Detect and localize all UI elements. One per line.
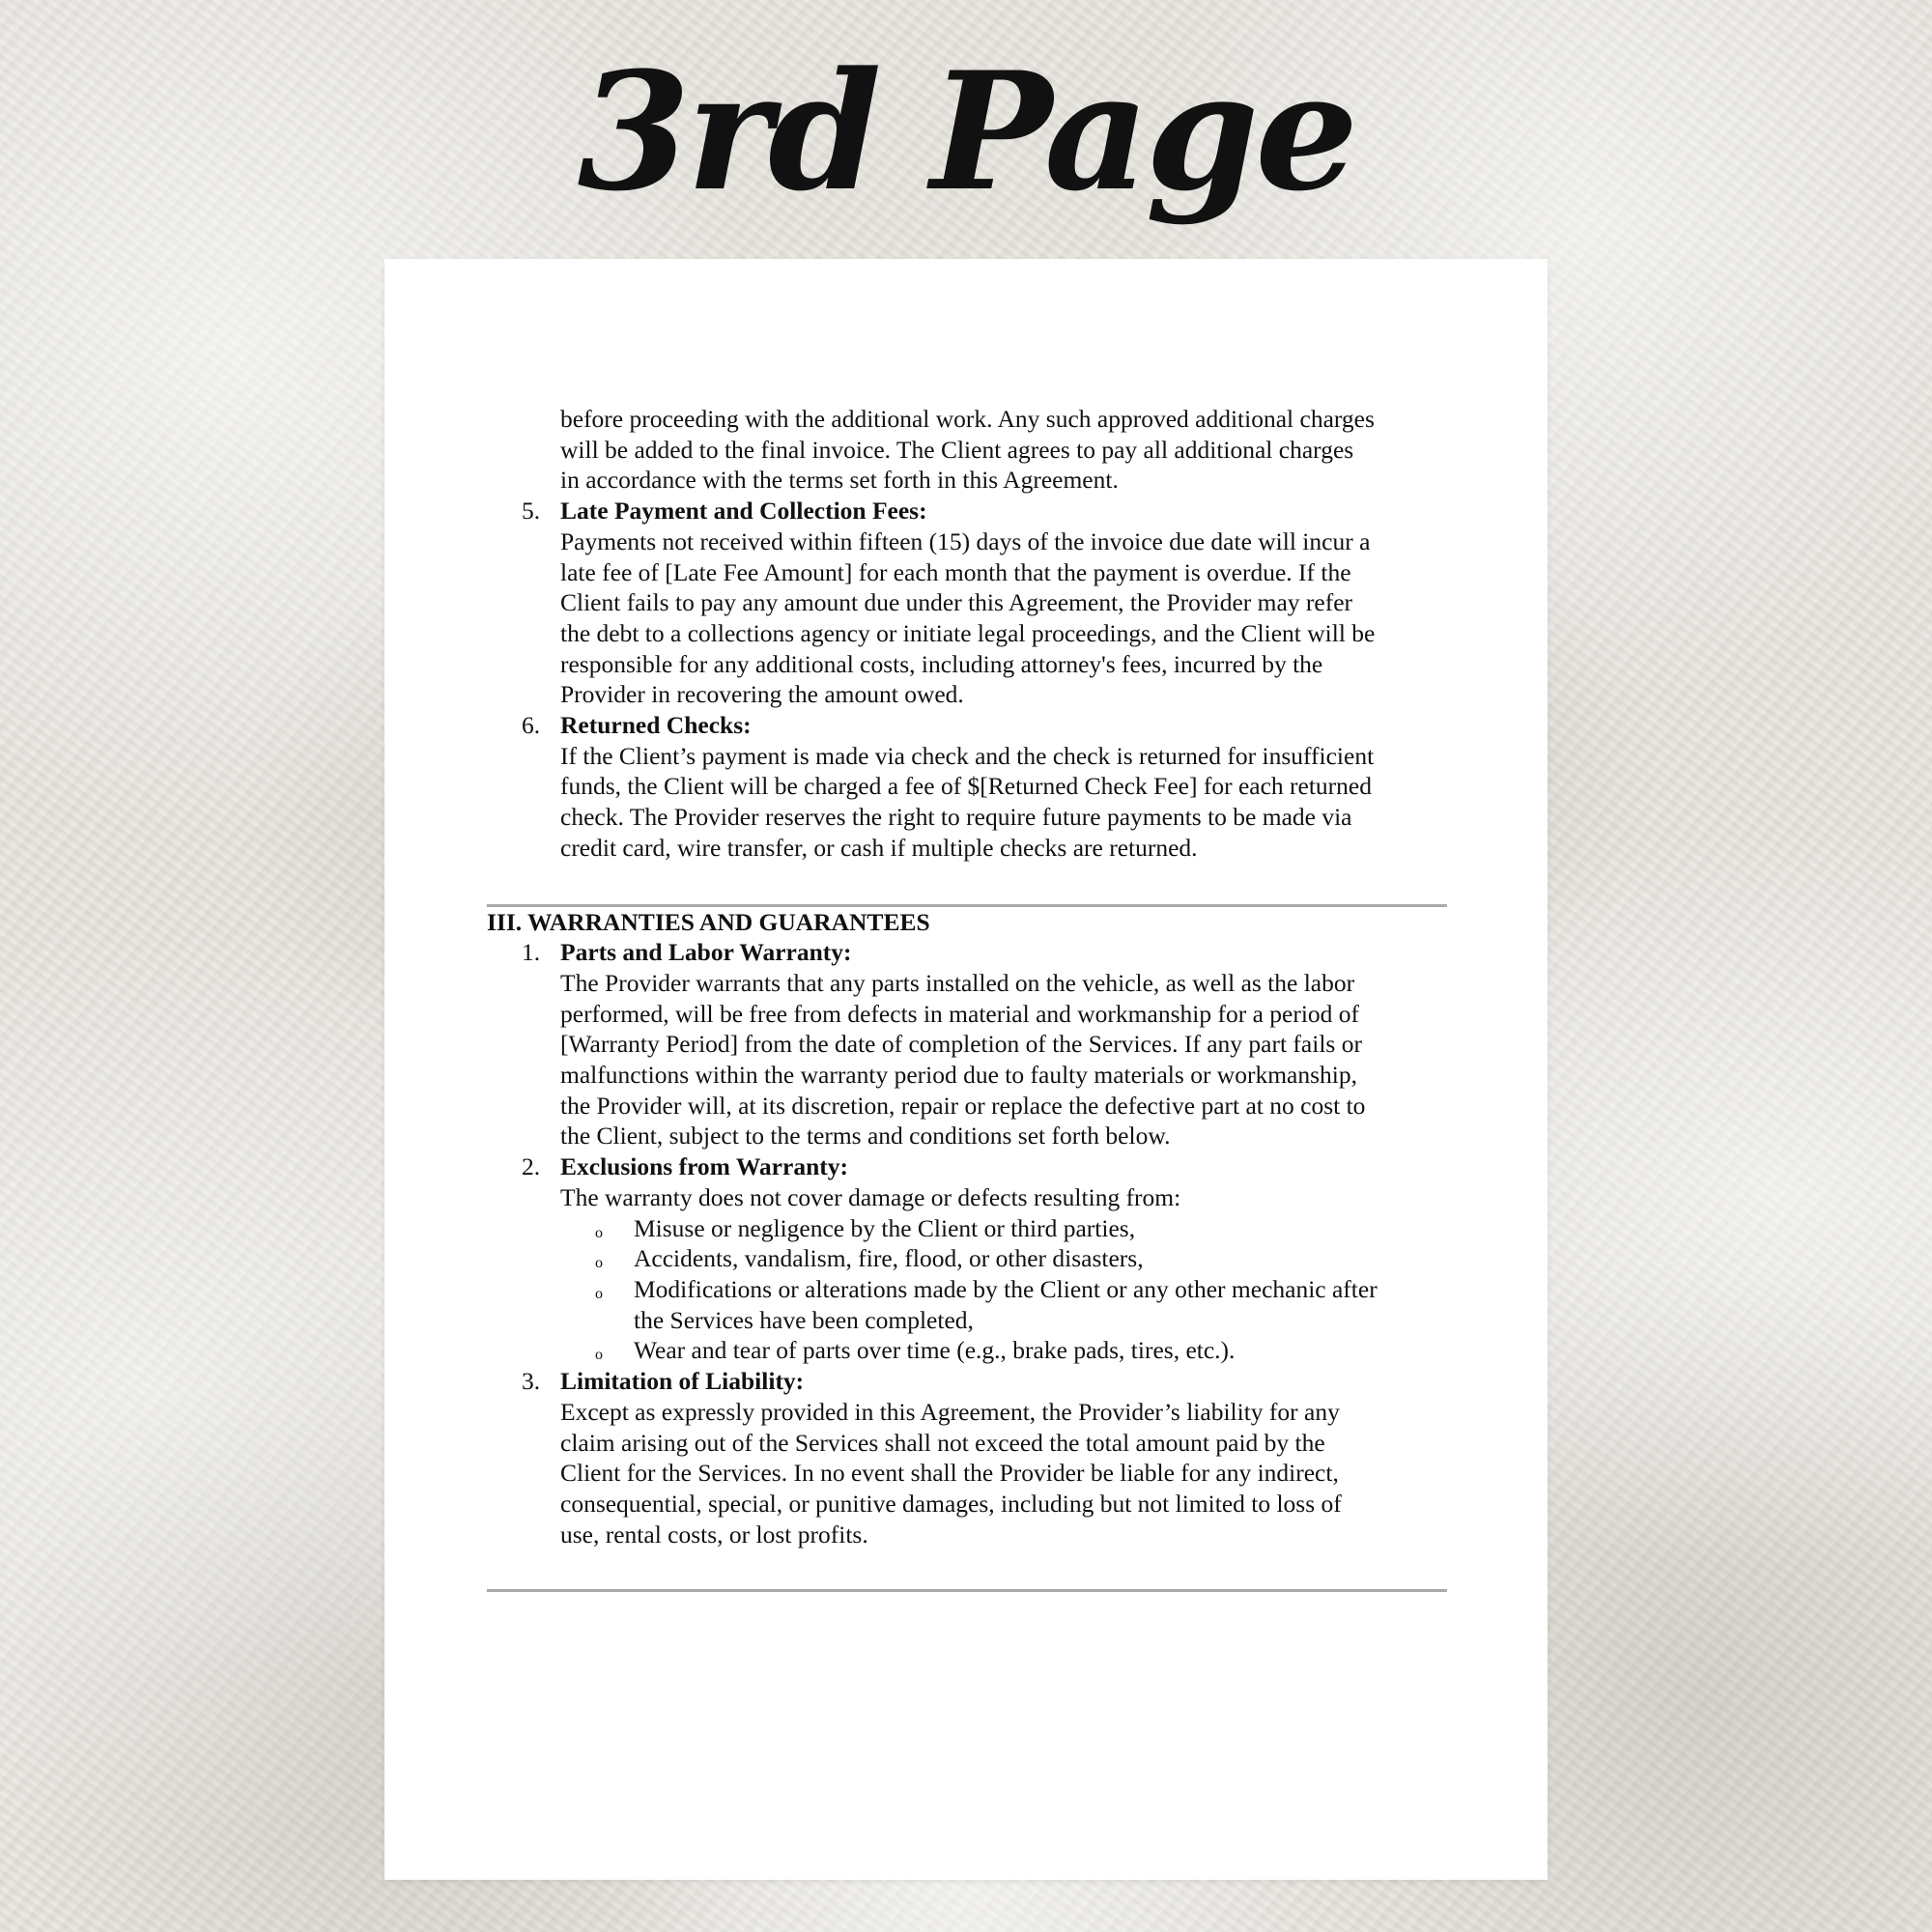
list-item-late-payment	[487, 496, 1447, 710]
text-line: the debt to a collections agency or initiate legal proceedings, and the Client will be	[560, 618, 1376, 647]
page-banner	[0, 19, 1932, 261]
text-line: responsible for any additional costs, including attorney's fees, incurred by the	[560, 649, 1323, 678]
list-item-heading: Returned Checks:	[560, 711, 752, 740]
hollow-bullet-icon: o	[595, 1285, 603, 1302]
document-content	[487, 404, 1447, 1592]
exclusion-subitem	[487, 1274, 1447, 1335]
document-page	[384, 259, 1548, 1880]
text-line: claim arising out of the Services shall not exceed the total amount paid by the	[560, 1428, 1325, 1457]
list-item-limitation-of-liability	[487, 1366, 1447, 1549]
text-line: Misuse or negligence by the Client or third parties,	[634, 1213, 1136, 1242]
text-line: the Client, subject to the terms and conditions set forth below.	[560, 1122, 1171, 1151]
exclusion-subitem	[487, 1243, 1447, 1274]
text-line: consequential, special, or punitive damages, including but not limited to loss of	[560, 1489, 1342, 1518]
text-line: If the Client’s payment is made via check and the check is returned for insufficient	[560, 741, 1375, 770]
text-line: Except as expressly provided in this Agreement, the Provider’s liability for any	[560, 1397, 1340, 1426]
text-line: Modifications or alterations made by the Client or any other mechanic after	[634, 1274, 1378, 1303]
text-line: Accidents, vandalism, fire, flood, or other disasters,	[634, 1244, 1144, 1273]
list-number: 1.	[522, 938, 541, 967]
text-line: performed, will be free from defects in material and workmanship for a period of	[560, 999, 1360, 1028]
exclusion-subitem	[487, 1335, 1447, 1366]
exclusion-subitem	[487, 1213, 1447, 1244]
text-line: The warranty does not cover damage or defects resulting from:	[560, 1182, 1181, 1211]
list-item-heading: Limitation of Liability:	[560, 1367, 805, 1396]
text-line: credit card, wire transfer, or cash if multiple checks are returned.	[560, 833, 1198, 862]
text-line: in accordance with the terms set forth in this Agreement.	[560, 466, 1119, 495]
text-line: The Provider warrants that any parts installed on the vehicle, as well as the labor	[560, 968, 1355, 997]
text-line: the Provider will, at its discretion, repair or replace the defective part at no cost to	[560, 1091, 1366, 1120]
list-number: 2.	[522, 1152, 541, 1181]
text-line: Client for the Services. In no event shall the Provider be liable for any indirect,	[560, 1459, 1339, 1488]
hollow-bullet-icon: o	[595, 1224, 603, 1241]
list-number: 3.	[522, 1367, 541, 1396]
list-number: 5.	[522, 497, 541, 526]
list-item-heading: Parts and Labor Warranty:	[560, 938, 852, 967]
list-item-parts-labor-warranty	[487, 937, 1447, 1151]
banner-title-graphic	[0, 19, 1932, 261]
section-title: III. WARRANTIES AND GUARANTEES	[487, 907, 930, 936]
text-line: Payments not received within fifteen (15) days of the invoice due date will incur a	[560, 526, 1371, 555]
banner-title: 3rd Page	[577, 36, 1355, 227]
text-line: [Warranty Period] from the date of completion of the Services. If any part fails or	[560, 1030, 1362, 1059]
text-line: Provider in recovering the amount owed.	[560, 680, 964, 709]
text-line: funds, the Client will be charged a fee of $[Returned Check Fee] for each returned	[560, 772, 1372, 801]
text-line: malfunctions within the warranty period due to faulty materials or workmanship,	[560, 1061, 1358, 1090]
text-line: before proceeding with the additional work. Any such approved additional charges	[560, 405, 1375, 433]
text-line: Client fails to pay any amount due under this Agreement, the Provider may refer	[560, 588, 1353, 617]
hollow-bullet-icon: o	[595, 1347, 603, 1364]
list-item-returned-checks	[487, 710, 1447, 864]
section-divider	[487, 1589, 1447, 1592]
list-item-heading: Late Payment and Collection Fees:	[560, 497, 927, 526]
text-line: use, rental costs, or lost profits.	[560, 1520, 868, 1548]
hollow-bullet-icon: o	[595, 1255, 603, 1272]
text-line: late fee of [Late Fee Amount] for each month that the payment is overdue. If the	[560, 557, 1351, 586]
text-line: check. The Provider reserves the right to require future payments to be made via	[560, 803, 1352, 832]
text-line: Wear and tear of parts over time (e.g., brake pads, tires, etc.).	[634, 1336, 1236, 1365]
text-line: will be added to the final invoice. The Client agrees to pay all additional charges	[560, 435, 1354, 464]
text-line: the Services have been completed,	[634, 1305, 974, 1334]
list-item-warranty-exclusions	[487, 1151, 1447, 1212]
list-number: 6.	[522, 711, 541, 740]
list-item-heading: Exclusions from Warranty:	[560, 1152, 848, 1181]
continued-paragraph	[487, 404, 1447, 496]
